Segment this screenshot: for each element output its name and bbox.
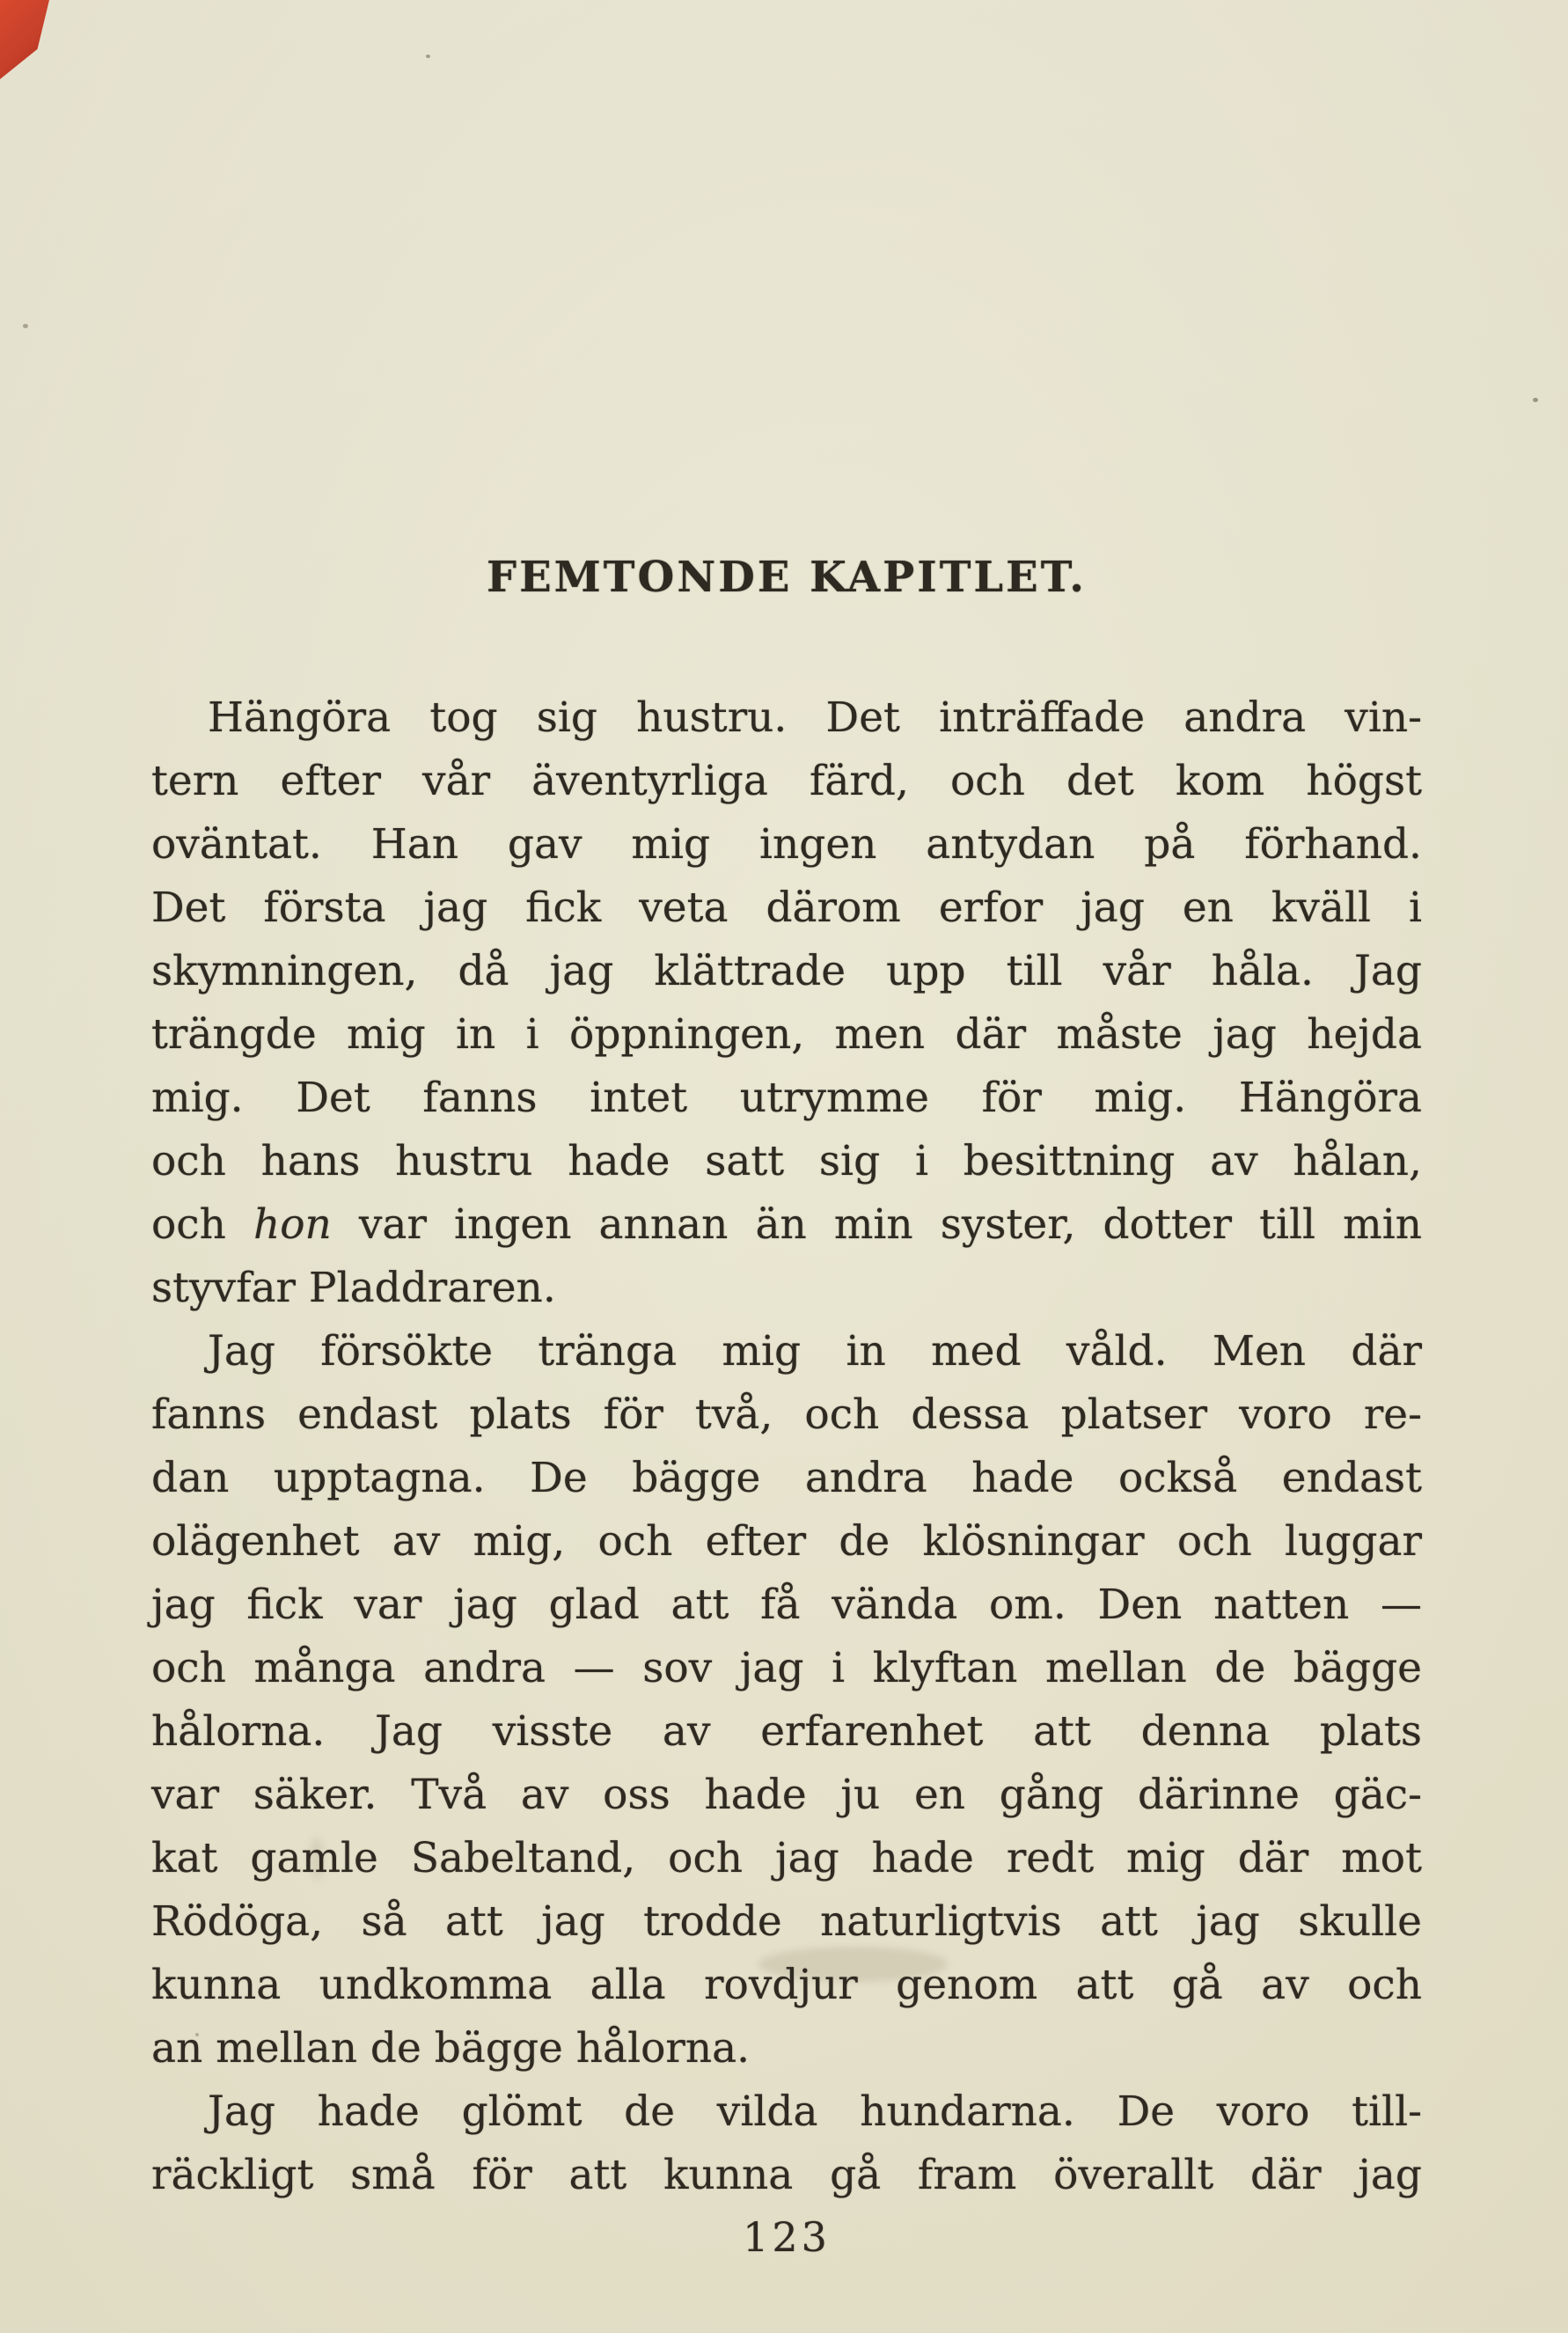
text-line xyxy=(151,1067,1422,1130)
text-line xyxy=(151,1193,1422,1257)
text-line xyxy=(151,1700,1422,1764)
text-line xyxy=(151,2080,1422,2144)
text-segment: hålorna. Jag visste av erfarenhet att denna plats xyxy=(151,1707,1422,1756)
text-line xyxy=(151,686,1422,750)
text-block xyxy=(151,686,1422,2207)
text-line xyxy=(151,1510,1422,1574)
text-segment: oväntat. Han gav mig ingen antydan på förhand. xyxy=(151,820,1422,869)
text-segment: Rödöga, så att jag trodde naturligtvis att jag skulle xyxy=(151,1897,1422,1946)
dust-speck xyxy=(426,55,430,58)
text-segment: kat gamle Sabeltand, och jag hade redt mig där mot xyxy=(151,1834,1422,1882)
text-line xyxy=(151,1574,1422,1637)
text-line xyxy=(151,750,1422,813)
text-segment: räckligt små för att kunna gå fram överallt där jag xyxy=(151,2151,1422,2199)
text-segment: jag fick var jag glad att få vända om. Den natten — xyxy=(151,1581,1422,1629)
text-segment: var säker. Två av oss hade ju en gång därinne gäc- xyxy=(151,1771,1422,1819)
text-segment: styvfar Pladdraren. xyxy=(151,1264,556,1312)
text-segment: an mellan de bägge hålorna. xyxy=(151,2024,751,2073)
text-line xyxy=(151,1320,1422,1383)
red-corner-mark xyxy=(0,0,49,79)
text-segment: var ingen annan än min syster, dotter till min xyxy=(331,1200,1422,1249)
text-segment: kunna undkomma alla rovdjur genom att gå av och xyxy=(151,1961,1422,2009)
text-line xyxy=(151,2017,1422,2080)
text-segment: Jag hade glömt de vilda hundarna. De voro till- xyxy=(208,2087,1422,2136)
text-segment: skymningen, då jag klättrade upp till vår håla. Jag xyxy=(151,947,1422,995)
dust-speck xyxy=(1533,398,1538,402)
text-line xyxy=(151,1003,1422,1067)
text-segment: Det första jag fick veta därom erfor jag en kväll i xyxy=(151,884,1422,932)
text-segment: tern efter vår äventyrliga färd, och det kom högst xyxy=(151,757,1422,805)
text-line xyxy=(151,1637,1422,1700)
text-segment: Jag försökte tränga mig in med våld. Men där xyxy=(208,1327,1422,1376)
text-line xyxy=(151,1954,1422,2017)
page-number: 123 xyxy=(743,2213,831,2261)
text-line xyxy=(151,877,1422,940)
text-segment: fanns endast plats för två, och dessa platser voro re- xyxy=(151,1390,1422,1439)
text-line xyxy=(151,2144,1422,2207)
text-segment: och hans hustru hade satt sig i besittning av hålan, xyxy=(151,1137,1422,1185)
text-line xyxy=(151,1764,1422,1827)
text-line xyxy=(151,1383,1422,1447)
text-segment: och xyxy=(151,1200,253,1249)
text-segment: Hängöra tog sig hustru. Det inträffade andra vin- xyxy=(208,693,1422,742)
text-line xyxy=(151,1257,1422,1320)
chapter-title: FEMTONDE KAPITLET. xyxy=(487,553,1087,602)
text-segment: dan upptagna. De bägge andra hade också endast xyxy=(151,1454,1422,1502)
text-line xyxy=(151,1130,1422,1193)
text-segment: olägenhet av mig, och efter de klösningar och luggar xyxy=(151,1517,1422,1566)
dust-speck xyxy=(23,324,28,328)
text-line xyxy=(151,1447,1422,1510)
text-line xyxy=(151,940,1422,1003)
text-line xyxy=(151,1890,1422,1954)
text-line xyxy=(151,1827,1422,1890)
text-segment: och många andra — sov jag i klyftan mellan de bägge xyxy=(151,1644,1422,1692)
text-segment: mig. Det fanns intet utrymme för mig. Hängöra xyxy=(151,1074,1422,1122)
italic-word: hon xyxy=(253,1200,332,1249)
text-segment: trängde mig in i öppningen, men där måste jag hejda xyxy=(151,1010,1422,1059)
text-line xyxy=(151,813,1422,877)
